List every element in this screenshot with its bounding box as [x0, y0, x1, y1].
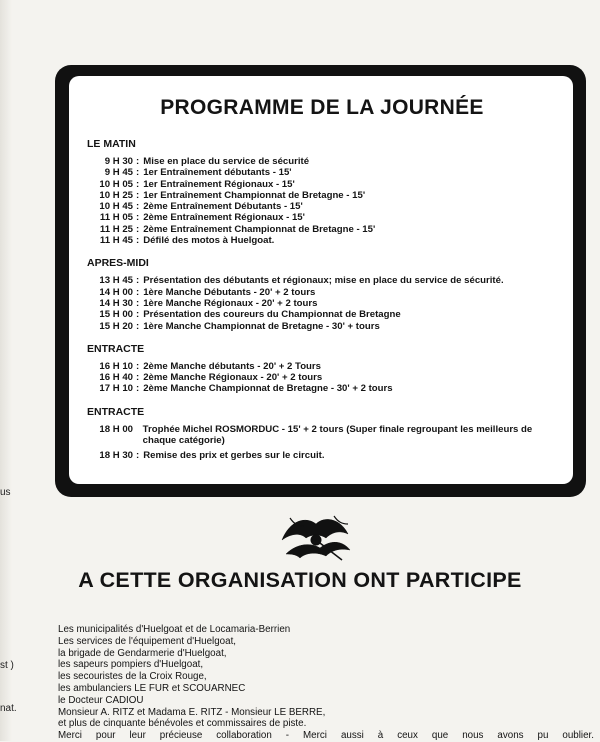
schedule-time: 11 H 05	[99, 212, 133, 224]
schedule-item: 11 H 05 : 2ème Entraînement Régionaux - 15'	[87, 212, 557, 223]
schedule-time: 9 H 45	[104, 167, 133, 179]
schedule-text: 1er Entraînement débutants - 15'	[143, 167, 292, 179]
schedule-item: 9 H 30 : Mise en place du service de sécurité	[87, 156, 557, 167]
schedule-time: 9 H 30	[104, 156, 133, 167]
schedule-text: Mise en place du service de sécurité	[143, 156, 310, 167]
program-title: PROGRAMME DE LA JOURNÉE	[160, 96, 484, 119]
schedule-time: 10 H 05	[99, 178, 133, 190]
organisation-credits	[58, 624, 594, 742]
credit-line: Les municipalités d'Huelgoat et de Locamaria-Berrien	[58, 624, 291, 635]
floral-ornament-icon	[276, 510, 356, 564]
section-heading-entracte-2: ENTRACTE	[87, 405, 145, 418]
credit-line: la brigade de Gendarmerie d'Huelgoat,	[58, 647, 227, 659]
schedule-text: 1ère Manche Régionaux - 20' + 2 tours	[143, 297, 318, 309]
section-heading-entracte-1: ENTRACTE	[87, 342, 145, 355]
schedule-time: 10 H 45	[99, 201, 133, 213]
credit-line: Monsieur A. RITZ et Madama E. RITZ - Monsieur LE BERRE,	[58, 706, 326, 718]
schedule-time: 16 H 10	[99, 360, 133, 372]
schedule-morning	[87, 156, 557, 246]
schedule-item: 11 H 25 : 2ème Entraînement Championnat de Bretagne - 15'	[87, 224, 557, 235]
credit-line: Les services de l'équipement d'Huelgoat,	[58, 635, 237, 647]
schedule-text: Présentation des coureurs du Championnat de Bretagne	[143, 309, 401, 321]
schedule-text: 2ème Entraînement Débutants - 15'	[143, 201, 303, 213]
schedule-text: Trophée Michel ROSMORDUC - 15' + 2 tours (Super finale regroupant les meilleurs de chaque catégorie)	[142, 423, 533, 447]
schedule-time: 17 H 10	[99, 383, 133, 395]
margin-fragment: nat.	[0, 703, 17, 714]
margin-fragment: us	[0, 487, 11, 498]
section-heading-afternoon: APRES-MIDI	[87, 257, 149, 270]
schedule-afternoon	[87, 275, 557, 331]
schedule-text: 2ème Manche Régionaux - 20' + 2 tours	[143, 372, 323, 384]
schedule-time: 10 H 25	[99, 189, 133, 201]
schedule-entracte-1	[87, 361, 557, 395]
schedule-text: Remise des prix et gerbes sur le circuit.	[143, 450, 325, 462]
schedule-time: 18 H 30	[99, 450, 133, 462]
schedule-time: 15 H 20	[99, 320, 133, 332]
program-box	[69, 76, 573, 484]
schedule-entracte-2	[87, 424, 557, 462]
credit-line: Merci pour leur précieuse collaboration - Merci aussi à ceux que nous avons pu oublier.	[58, 730, 594, 742]
section-heading-morning: LE MATIN	[87, 138, 136, 150]
schedule-text: 2ème Manche débutants - 20' + 2 Tours	[143, 360, 321, 372]
schedule-item: 18 H 30 : Remise des prix et gerbes sur le circuit.	[87, 450, 557, 461]
schedule-time: 11 H 45	[99, 235, 133, 247]
schedule-item: 14 H 00 : 1ère Manche Débutants - 20' + 2 tours	[87, 287, 557, 298]
schedule-item: 13 H 45 : Présentation des débutants et régionaux; mise en place du service de sécurité.	[87, 275, 557, 286]
schedule-time: 11 H 25	[99, 223, 133, 235]
organisation-title: A CETTE ORGANISATION ONT PARTICIPE	[78, 568, 522, 592]
left-margin	[0, 0, 30, 741]
schedule-text: Présentation des débutants et régionaux; mise en place du service de sécurité.	[143, 275, 504, 287]
schedule-item: 16 H 10 : 2ème Manche débutants - 20' + 2 Tours	[87, 361, 557, 372]
schedule-item: 15 H 00 : Présentation des coureurs du Championnat de Bretagne	[87, 309, 557, 320]
schedule-time: 15 H 00	[99, 309, 133, 321]
schedule-text: 2ème Entraînement Régionaux - 15'	[143, 212, 305, 224]
margin-fragment: st )	[0, 660, 14, 671]
schedule-text: 1ère Manche Débutants - 20' + 2 tours	[143, 286, 316, 298]
schedule-time: 18 H 00	[99, 423, 133, 435]
credit-line: les sapeurs pompiers d'Huelgoat,	[58, 659, 204, 671]
schedule-item: 10 H 05 : 1er Entraînement Régionaux - 15'	[87, 179, 557, 190]
credit-line: le Docteur CADIOU	[58, 694, 144, 706]
schedule-text: 2ème Entraînement Championnat de Bretagne - 15'	[143, 223, 376, 235]
schedule-item: 17 H 10 : 2ème Manche Championnat de Bretagne - 30' + 2 tours	[87, 383, 557, 394]
schedule-item: 14 H 30 : 1ère Manche Régionaux - 20' + 2 tours	[87, 298, 557, 309]
schedule-item	[87, 424, 557, 447]
credit-line: les ambulanciers LE FUR et SCOUARNEC	[58, 682, 246, 694]
schedule-item: 16 H 40 : 2ème Manche Régionaux - 20' + 2 tours	[87, 372, 557, 383]
schedule-item: 15 H 20 : 1ère Manche Championnat de Bretagne - 30' + tours	[87, 321, 557, 332]
schedule-item: 9 H 45 : 1er Entraînement débutants - 15'	[87, 167, 557, 178]
schedule-item: 10 H 25 : 1er Entraînement Championnat de Bretagne - 15'	[87, 190, 557, 201]
schedule-time: 14 H 30	[99, 297, 133, 309]
credit-line: les secouristes de la Croix Rouge,	[58, 671, 207, 683]
schedule-time: 16 H 40	[99, 372, 133, 384]
schedule-text: 2ème Manche Championnat de Bretagne - 30' + 2 tours	[143, 383, 393, 395]
schedule-text: 1er Entraînement Championnat de Bretagne - 15'	[143, 189, 366, 201]
schedule-text: Défilé des motos à Huelgoat.	[143, 235, 275, 247]
schedule-time: 13 H 45	[99, 275, 133, 287]
schedule-item: 10 H 45 : 2ème Entraînement Débutants - 15'	[87, 201, 557, 212]
schedule-text: 1er Entraînement Régionaux - 15'	[143, 178, 295, 190]
schedule-text: 1ère Manche Championnat de Bretagne - 30' + tours	[143, 320, 380, 332]
schedule-time: 14 H 00	[99, 286, 133, 298]
credit-line: et plus de cinquante bénévoles et commissaires de piste.	[58, 718, 307, 730]
schedule-item: 11 H 45 : Défilé des motos à Huelgoat.	[87, 235, 557, 246]
